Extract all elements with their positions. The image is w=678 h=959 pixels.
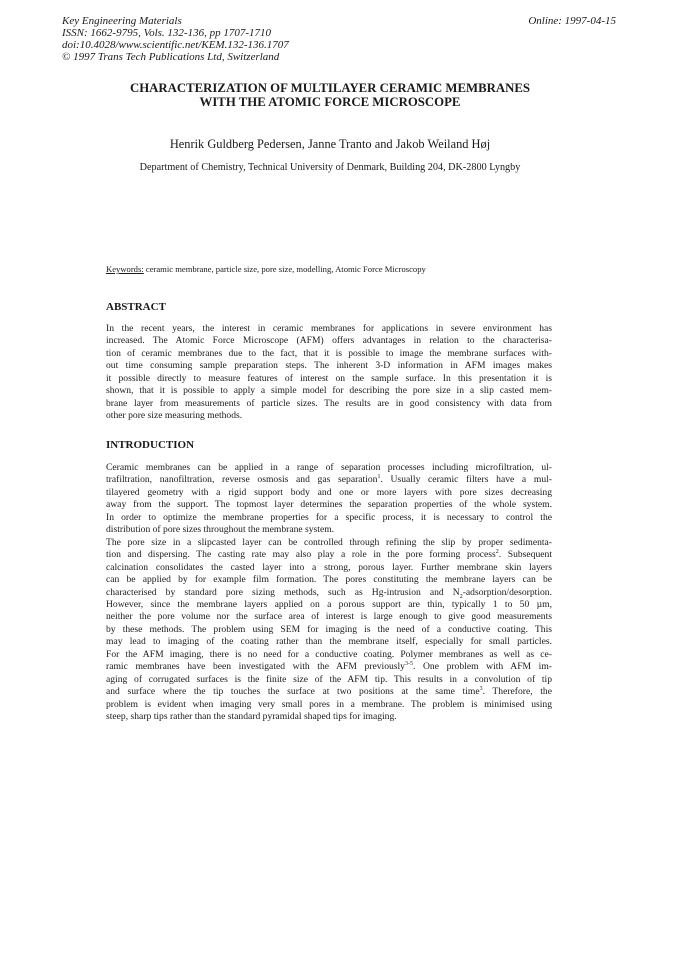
text-line: can be applied by for example film formation. The pores constituting the membrane layers can be (106, 574, 552, 586)
text-line: The pore size in a slipcasted layer can be controlled through refining the slip by proper sedimenta- (106, 536, 552, 548)
abstract-heading: ABSTRACT (106, 301, 166, 313)
text-line (106, 587, 552, 599)
text-segment: . One problem with AFM im- (412, 661, 552, 673)
text-line: shown, that it is possible to apply a simple model for describing the pore size in a slip casted mem- (106, 385, 552, 397)
doi-line: doi:10.4028/www.scientific.net/KEM.132-136.1707 (62, 39, 289, 51)
text-line: problem is evident when imaging very small pores in a membrane. The problem is minimised using (106, 698, 552, 710)
journal-header (62, 15, 289, 63)
title-line: WITH THE ATOMIC FORCE MICROSCOPE (199, 95, 461, 109)
text-segment: characterised by standard pore sizing methods, such as Hg-intrusion and N (106, 586, 460, 598)
text-line: may lead to imaging of the coating rather than the membrane itself, especially for small particles. (106, 636, 552, 648)
text-line: brane layer from measurements of particle sizes. The results are in good consistency with data from (106, 397, 552, 409)
paper-title (95, 81, 565, 109)
text-segment: and surface where the tip touches the surface at two positions at the same time (106, 686, 480, 698)
text-line (106, 474, 552, 486)
text-line (106, 549, 552, 561)
journal-name: Key Engineering Materials (62, 15, 182, 27)
text-line: tilayered geometry with a rigid support body and one or more layers with pore sizes decreasing (106, 486, 552, 498)
text-segment: . Usually ceramic filters have a mul- (380, 474, 552, 486)
text-line: it possible directly to measure features of interest on the sample surface. In this presentation it is (106, 372, 552, 384)
citation-superscript: 2 (495, 548, 499, 555)
text-line: other pore size measuring methods. (106, 410, 243, 422)
text-segment: ramic membranes have been investigated with the AFM previously (106, 661, 405, 673)
text-line: For the AFM imaging, there is no need for a conductive coating. Polymer membranes as well as ce- (106, 648, 552, 660)
text-line: Ceramic membranes can be applied in a range of separation processes including microfiltration, ul- (106, 462, 552, 473)
keywords-label: Keywords: (106, 264, 144, 274)
text-line: calcination consolidates the casted layer into a strong, porous layer. Further membrane skin layers (106, 561, 552, 573)
subscript: 2 (459, 593, 463, 600)
citation-superscript: 3 (479, 685, 483, 692)
text-line: However, since the membrane layers applied on a porous support are thin, typically 1 to 50 µm, (106, 598, 552, 610)
affiliation: Department of Chemistry, Technical University of Denmark, Building 204, DK-2800 Lyngby (139, 162, 521, 173)
text-line: tion of ceramic membranes due to the fact, that it is possible to image the membrane surfaces with- (106, 347, 552, 359)
text-line: out time consuming sample preparation steps. The inherent 3-D information in AFM images makes (106, 360, 552, 372)
keywords-text: ceramic membrane, particle size, pore size, modelling, Atomic Force Microscopy (145, 264, 426, 274)
text-line: neither the pore volume nor the surface area of interest is large enough to give good measurements (106, 611, 552, 623)
text-line: steep, sharp tips rather than the standard pyramidal shaped tips for imaging. (106, 711, 397, 723)
text-line: distribution of pore sizes throughout the membrane system. (106, 524, 335, 536)
text-line: In order to optimize the membrane properties for a specific process, it is necessary to control the (106, 511, 552, 523)
text-line (106, 686, 552, 698)
copyright-line: © 1997 Trans Tech Publications Ltd, Switzerland (62, 51, 280, 63)
text-line (106, 661, 552, 673)
issn-line: ISSN: 1662-9795, Vols. 132-136, pp 1707-1710 (62, 27, 271, 39)
author-list: Henrik Guldberg Pedersen, Janne Tranto and Jakob Weiland Høj (169, 137, 491, 151)
introduction-heading: INTRODUCTION (106, 439, 195, 451)
text-line: by these methods. The problem using SEM for imaging is the need of a conductive coating. This (106, 623, 552, 635)
text-segment: trafiltration, nanofiltration, reverse osmosis and gas separation (106, 474, 378, 486)
introduction-body (106, 462, 552, 724)
title-line: CHARACTERIZATION OF MULTILAYER CERAMIC MEMBRANES (129, 81, 531, 95)
keywords (106, 264, 426, 274)
citation-superscript: 3-5 (404, 661, 413, 668)
text-segment: . Therefore, the (482, 686, 552, 698)
abstract-body (106, 323, 552, 423)
text-segment: . Subsequent (498, 549, 552, 561)
text-line: away from the support. The topmost layer determines the separation properties of the whole system. (106, 499, 552, 511)
text-line: increased. The Atomic Force Microscope (AFM) offers advantages in relation to the characterisa- (106, 335, 552, 347)
citation-superscript: 1 (377, 474, 381, 481)
text-segment: tion and dispersing. The casting rate may also play a role in the pore forming process (106, 549, 496, 561)
text-line: In the recent years, the interest in ceramic membranes for applications in severe environment has (106, 323, 552, 334)
online-date: Online: 1997-04-15 (528, 15, 616, 27)
text-line: aging of corrugated surfaces is the finite size of the AFM tip. This results in a convolution of tip (106, 673, 552, 685)
text-segment: -adsorption/desorption. (462, 586, 552, 598)
